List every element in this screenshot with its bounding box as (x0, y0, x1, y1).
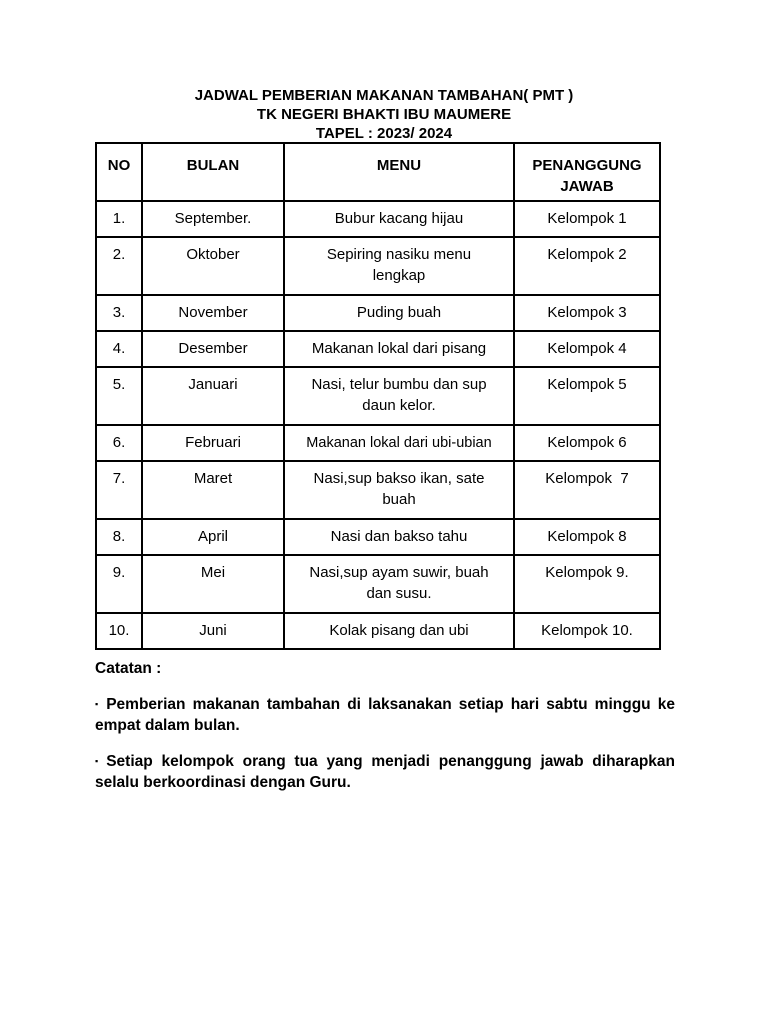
table-row (96, 519, 660, 555)
school-year: TAPEL : 2023/ 2024 (315, 125, 453, 142)
school-name: TK NEGERI BHAKTI IBU MAUMERE (256, 106, 512, 123)
cell-bulan: September. (142, 201, 284, 237)
document-title: JADWAL PEMBERIAN MAKANAN TAMBAHAN( PMT ) (194, 87, 574, 104)
cell-no: 3. (96, 295, 142, 331)
table-header-row (96, 143, 660, 201)
cell-bulan: April (142, 519, 284, 555)
cell-penanggung-jawab: Kelompok 3 (514, 295, 660, 331)
cell-bulan: Februari (142, 425, 284, 461)
cell-penanggung-jawab: Kelompok 7 (514, 461, 660, 519)
cell-bulan: November (142, 295, 284, 331)
cell-penanggung-jawab: Kelompok 9. (514, 555, 660, 613)
table-row (96, 613, 660, 649)
schedule-table (95, 142, 661, 650)
cell-no: 4. (96, 331, 142, 367)
note-text: Pemberian makanan tambahan di laksanakan setiap hari sabtu minggu ke empat dalam bulan. (95, 696, 675, 734)
cell-penanggung-jawab: Kelompok 5 (514, 367, 660, 425)
cell-penanggung-jawab: Kelompok 4 (514, 331, 660, 367)
cell-menu: Puding buah (284, 295, 514, 331)
cell-menu: Nasi,sup ayam suwir, buah dan susu. (284, 555, 514, 613)
cell-menu: Makanan lokal dari ubi-ubian (284, 425, 514, 461)
square-bullet-icon: ▪ (95, 756, 99, 766)
cell-no: 9. (96, 555, 142, 613)
table-row (96, 425, 660, 461)
cell-no: 10. (96, 613, 142, 649)
note-item (95, 694, 675, 736)
cell-menu: Nasi, telur bumbu dan sup daun kelor. (284, 367, 514, 425)
cell-no: 7. (96, 461, 142, 519)
square-bullet-icon: ▪ (95, 699, 99, 709)
table-row (96, 237, 660, 295)
cell-bulan: Oktober (142, 237, 284, 295)
cell-penanggung-jawab: Kelompok 6 (514, 425, 660, 461)
cell-no: 1. (96, 201, 142, 237)
cell-menu: Makanan lokal dari pisang (284, 331, 514, 367)
table-row (96, 367, 660, 425)
document-header (0, 86, 768, 143)
cell-menu: Nasi,sup bakso ikan, sate buah (284, 461, 514, 519)
header-no: NO (96, 143, 142, 201)
table-row (96, 295, 660, 331)
cell-menu: Nasi dan bakso tahu (284, 519, 514, 555)
table-row (96, 555, 660, 613)
cell-penanggung-jawab: Kelompok 10. (514, 613, 660, 649)
cell-bulan: Januari (142, 367, 284, 425)
cell-bulan: Desember (142, 331, 284, 367)
table-row (96, 331, 660, 367)
cell-menu: Kolak pisang dan ubi (284, 613, 514, 649)
note-text: Setiap kelompok orang tua yang menjadi penanggung jawab diharapkan selalu berkoordinasi dengan Guru. (95, 753, 675, 791)
cell-menu: Sepiring nasiku menu lengkap (284, 237, 514, 295)
table-row (96, 461, 660, 519)
notes-title: Catatan : (95, 660, 162, 677)
cell-no: 8. (96, 519, 142, 555)
cell-menu: Bubur kacang hijau (284, 201, 514, 237)
header-menu: MENU (284, 143, 514, 201)
cell-penanggung-jawab: Kelompok 1 (514, 201, 660, 237)
cell-bulan: Juni (142, 613, 284, 649)
cell-bulan: Mei (142, 555, 284, 613)
table-row (96, 201, 660, 237)
cell-no: 6. (96, 425, 142, 461)
cell-no: 2. (96, 237, 142, 295)
header-penanggung-jawab: PENANGGUNG JAWAB (514, 143, 660, 201)
cell-no: 5. (96, 367, 142, 425)
cell-penanggung-jawab: Kelompok 2 (514, 237, 660, 295)
cell-bulan: Maret (142, 461, 284, 519)
cell-penanggung-jawab: Kelompok 8 (514, 519, 660, 555)
notes-section (95, 658, 675, 808)
note-item (95, 751, 675, 793)
header-bulan: BULAN (142, 143, 284, 201)
